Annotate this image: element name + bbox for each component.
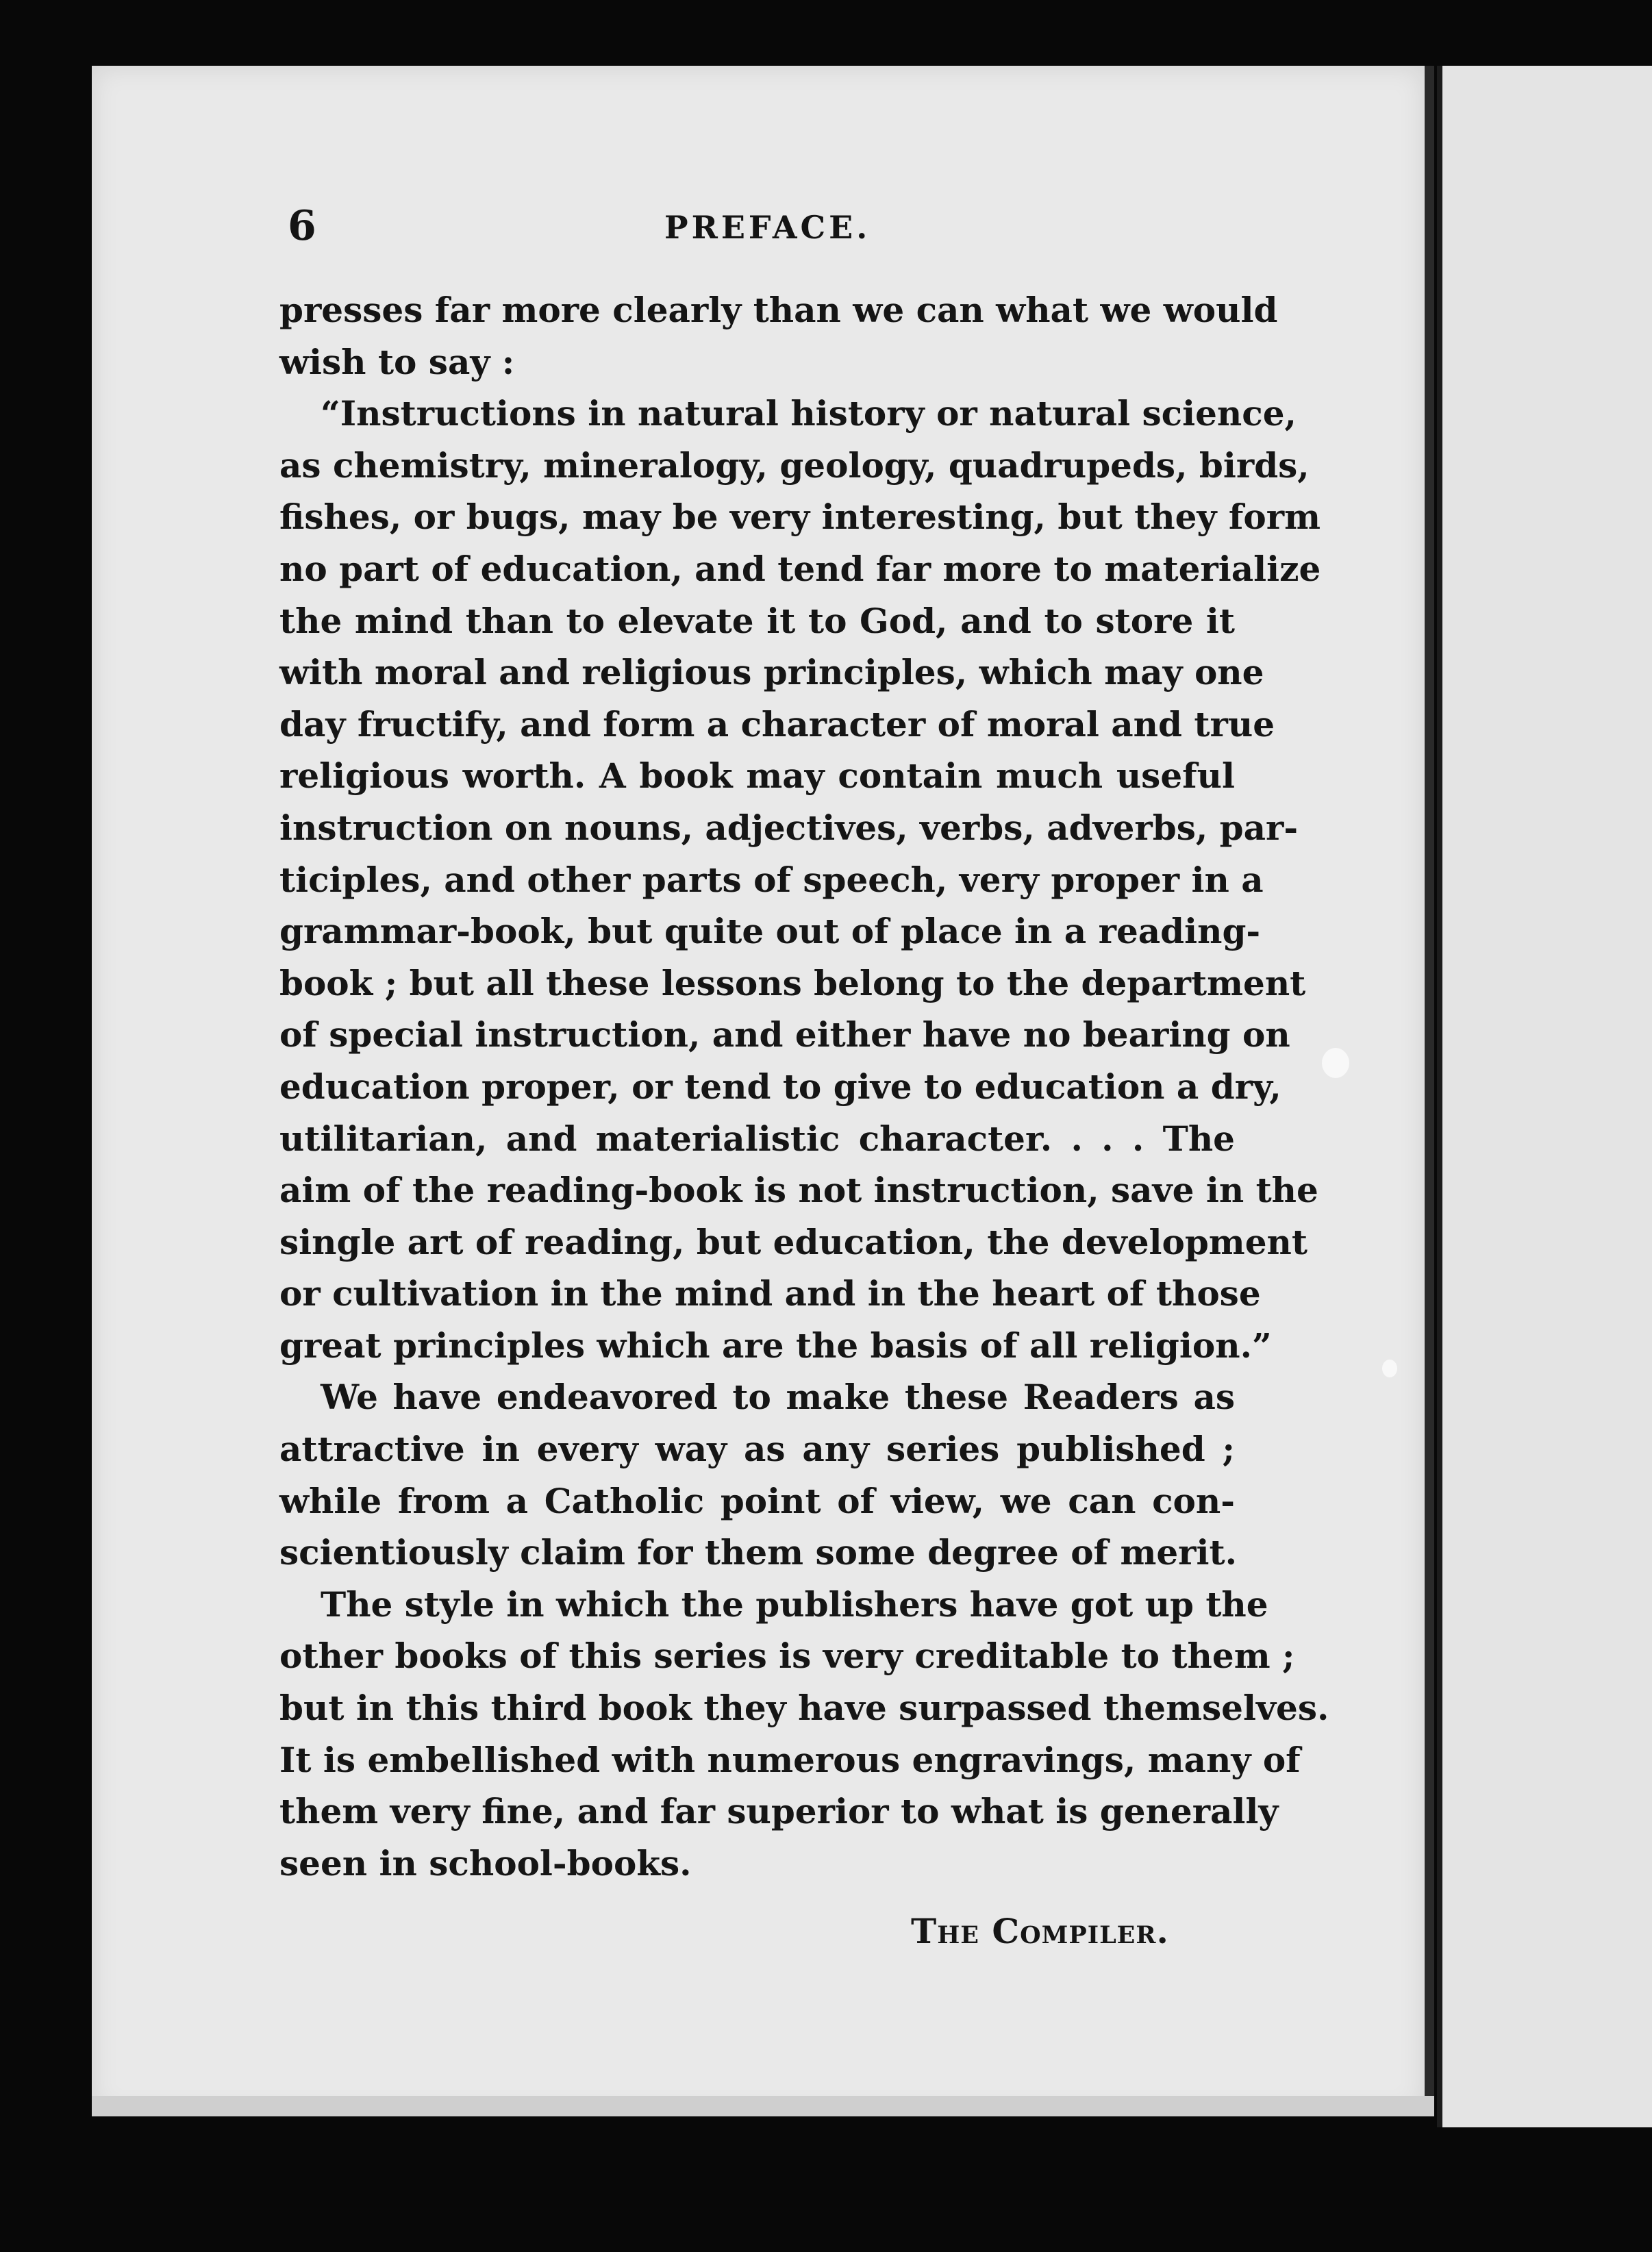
text-line: religious worth. A book may contain much useful xyxy=(279,755,1235,797)
text-line: presses far more clearly than we can what we would xyxy=(279,290,1278,330)
text-line: book ; but all these lessons belong to the department xyxy=(279,962,1306,1003)
text-line: no part of education, and tend far more to materialize xyxy=(279,548,1321,589)
text-line: education proper, or tend to give to education a dry, xyxy=(279,1066,1281,1107)
text-line: them very fine, and far superior to what is generally xyxy=(279,1791,1279,1832)
body-text xyxy=(279,284,1329,1889)
text-line: with moral and religious principles, which may one xyxy=(279,652,1264,693)
text-line: It is embellished with numerous engravings, many of xyxy=(279,1739,1301,1780)
text-line: fishes, or bugs, may be very interesting, but they form xyxy=(279,497,1321,538)
text-line: the mind than to elevate it to God, and to store it xyxy=(279,600,1235,641)
text-line: while from a Catholic point of view, we can con- xyxy=(279,1480,1235,1521)
right-page-edge xyxy=(1437,66,1652,2127)
paper-speck xyxy=(1382,1360,1397,1377)
text-line: or cultivation in the mind and in the heart of those xyxy=(279,1273,1261,1314)
text-line: aim of the reading-book is not instruction, save in the xyxy=(279,1170,1318,1211)
text-line: wish to say : xyxy=(279,341,515,382)
paper-speck xyxy=(1322,1048,1349,1078)
text-line: seen in school-books. xyxy=(279,1842,692,1884)
text-line: We have endeavored to make these Readers as xyxy=(321,1377,1235,1418)
signature: The Compiler. xyxy=(911,1911,1169,1951)
text-line: other books of this series is very creditable to them ; xyxy=(279,1636,1295,1677)
page-number: 6 xyxy=(288,202,316,250)
text-line: The style in which the publishers have got up the xyxy=(321,1584,1268,1625)
text-line: single art of reading, but education, the development xyxy=(279,1221,1307,1262)
text-line: attractive in every way as any series published ; xyxy=(279,1429,1235,1470)
text-line: grammar-book, but quite out of place in a reading- xyxy=(279,911,1261,952)
running-head: PREFACE. xyxy=(664,209,871,246)
text-line: but in this third book they have surpassed themselves. xyxy=(279,1688,1329,1729)
text-line: scientiously claim for them some degree of merit. xyxy=(279,1532,1238,1573)
text-line: instruction on nouns, adjectives, verbs, adverbs, par- xyxy=(279,807,1299,848)
text-line: great principles which are the basis of all religion.” xyxy=(279,1325,1272,1366)
text-line: as chemistry, mineralogy, geology, quadrupeds, birds, xyxy=(279,445,1310,486)
text-line: ticiples, and other parts of speech, very proper in a xyxy=(279,859,1264,900)
page-bottom-edge xyxy=(92,2096,1434,2116)
text-line: utilitarian, and materialistic character. . . . The xyxy=(279,1118,1235,1159)
text-line: “Instructions in natural history or natural science, xyxy=(321,393,1297,434)
text-line: of special instruction, and either have no bearing on xyxy=(279,1014,1290,1055)
text-line: day fructify, and form a character of moral and true xyxy=(279,703,1275,745)
